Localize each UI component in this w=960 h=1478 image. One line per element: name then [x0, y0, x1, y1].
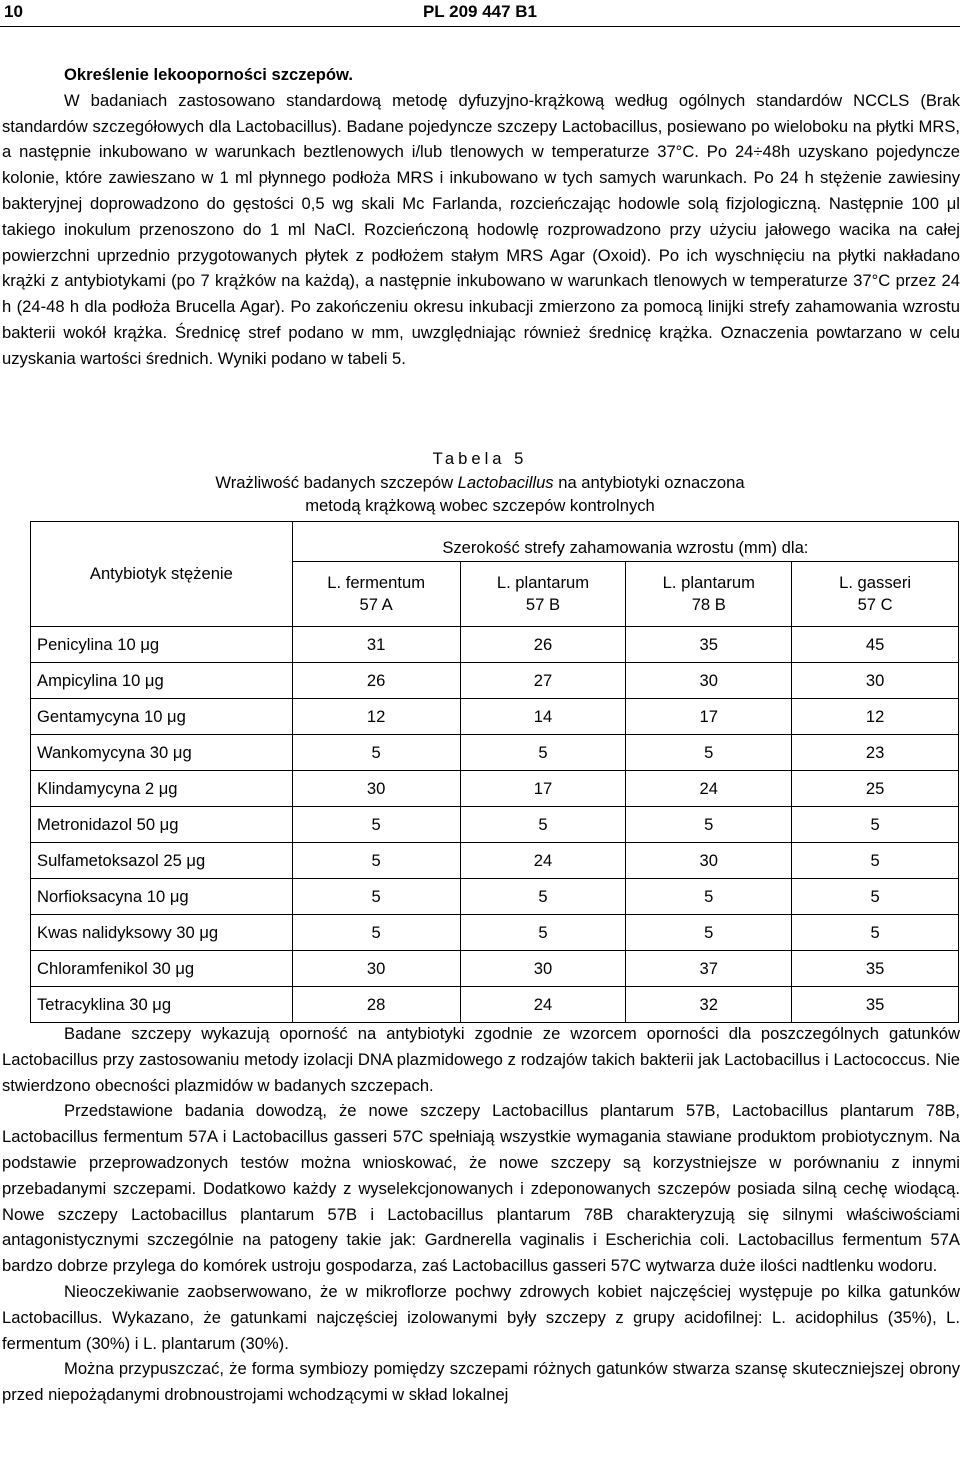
antibiotic-name: Norfioksacyna 10 μg — [31, 879, 293, 915]
antibiotic-name: Wankomycyna 30 μg — [31, 735, 293, 771]
zone-value: 12 — [292, 699, 460, 735]
table-label: Tabela 5 — [432, 449, 528, 468]
zone-value: 5 — [292, 735, 460, 771]
antibiotic-name: Tetracyklina 30 μg — [31, 987, 293, 1023]
body-paragraph: Można przypuszczać, że forma symbiozy pomiędzy szczepami różnych gatunków stwarza szansę skuteczniejszej obrony przed niepożądanymi drobnoustrojami wchodzącymi w skład lokalnej — [2, 1359, 960, 1405]
header-strain: L. gasseri 57 C — [792, 562, 959, 627]
body-paragraph: Przedstawione badania dowodzą, że nowe szczepy Lactobacillus plantarum 57B, Lactobacillus plantarum 78B, Lactobacillus fermentum 57A i Lactobacillus gasseri 57C spełniają wszystkie wymagania stawiane produktom probiotycznym. Na podstawie przeprowadzonych testów można wnioskować, że nowe szczepy są korzystniejsze w porównaniu z innymi przebadanymi szczepami. Dodatkowo każdy z wyselekcjonowanych i zdeponowanych szczepów posiada silną cechę wiodącą. Nowe szczepy Lactobacillus plantarum 57B i Lactobacillus plantarum 78B charakteryzują się silnymi właściwościami antagonistycznymi szczególnie na patogeny takie jak: Gardnerella vaginalis i Escherichia coli. Lactobacillus fermentum 57A bardzo dobrze przylega do komórek ustroju gospodarza, zaś Lactobacillus gasseri 57C wytwarza duże ilości nadtlenku wodoru. — [2, 1101, 960, 1276]
zone-value: 26 — [292, 663, 460, 699]
body-paragraph: Badane szczepy wykazują oporność na antybiotyki zgodnie ze wzorcem oporności dla poszczególnych gatunków Lactobacillus przy zastosowaniu metody izolacji DNA plazmidowego z rodzajów takich bakterii jak Lactobacillus i Lactococcus. Nie stwierdzono obecności plazmidów w badanych szczepach. — [2, 1024, 960, 1095]
table-row — [31, 843, 959, 879]
zone-value: 5 — [626, 735, 792, 771]
table-row — [31, 663, 959, 699]
zone-value: 5 — [460, 807, 626, 843]
antibiotic-name: Metronidazol 50 μg — [31, 807, 293, 843]
zone-value: 17 — [460, 771, 626, 807]
zone-value: 30 — [292, 771, 460, 807]
zone-value: 35 — [626, 627, 792, 663]
antibiotic-name: Kwas nalidyksowy 30 μg — [31, 915, 293, 951]
zone-value: 5 — [292, 879, 460, 915]
header-zone-group: Szerokość strefy zahamowania wzrostu (mm) dla: — [292, 522, 958, 562]
antibiotic-name: Penicylina 10 μg — [31, 627, 293, 663]
antibiotic-name: Chloramfenikol 30 μg — [31, 951, 293, 987]
zone-value: 5 — [460, 915, 626, 951]
table-caption — [0, 447, 960, 518]
page-header — [0, 0, 960, 27]
antibiotic-name: Sulfametoksazol 25 μg — [31, 843, 293, 879]
header-strain: L. fermentum 57 A — [292, 562, 460, 627]
zone-value: 5 — [792, 915, 959, 951]
table-caption-line2: metodą krążkową wobec szczepów kontrolnych — [305, 496, 655, 515]
zone-value: 5 — [792, 843, 959, 879]
zone-value: 35 — [792, 951, 959, 987]
antibiotic-name: Gentamycyna 10 μg — [31, 699, 293, 735]
page-number: 10 — [4, 2, 23, 21]
zone-value: 5 — [626, 807, 792, 843]
zone-value: 37 — [626, 951, 792, 987]
zone-value: 30 — [626, 663, 792, 699]
zone-value: 24 — [626, 771, 792, 807]
patent-number: PL 209 447 B1 — [422, 2, 538, 21]
antibiotic-name: Ampicylina 10 μg — [31, 663, 293, 699]
zone-value: 5 — [292, 807, 460, 843]
table-row — [31, 699, 959, 735]
zone-value: 30 — [626, 843, 792, 879]
section-title: Określenie lekooporności szczepów. — [64, 65, 353, 84]
table-row — [31, 627, 959, 663]
zone-value: 5 — [460, 879, 626, 915]
zone-value: 30 — [792, 663, 959, 699]
table-row — [31, 951, 959, 987]
zone-value: 17 — [626, 699, 792, 735]
table-row — [31, 807, 959, 843]
header-strain: L. plantarum 78 B — [626, 562, 792, 627]
table-row — [31, 987, 959, 1023]
zone-value: 12 — [792, 699, 959, 735]
zone-value: 27 — [460, 663, 626, 699]
zone-value: 5 — [626, 879, 792, 915]
zone-value: 24 — [460, 987, 626, 1023]
table-row — [31, 915, 959, 951]
zone-value: 26 — [460, 627, 626, 663]
zone-value: 30 — [460, 951, 626, 987]
table-row — [31, 879, 959, 915]
zone-value: 24 — [460, 843, 626, 879]
zone-value: 5 — [292, 843, 460, 879]
method-paragraph: W badaniach zastosowano standardową metodę dyfuzyjno-krążkową według ogólnych standardów NCCLS (Brak standardów szczegółowych dla Lactobacillus). Badane pojedyncze szczepy Lactobacillus, posiewano po wieloboku na płytki MRS, a następnie inkubowano w warunkach beztlenowych i/lub tlenowych w temperaturze 37°C. Po 24÷48h uzyskano pojedyncze kolonie, które zawieszano w 1 ml płynnego podłoża MRS i inkubowano w tych samych warunkach. Po 24 h stężenie zawiesiny bakteryjnej doprowadzono do gęstości 0,5 wg skali Mc Farlanda, rozcieńczając hodowle solą fizjologiczną. Następnie 100 μl takiego inokulum przenoszono do 1 ml NaCl. Rozcieńczoną hodowlę rozprowadzono przy użyciu jałowego wacika na całej powierzchni uprzednio przygotowanych płytek z podłożem stałym MRS Agar (Oxoid). Po ich wyschnięciu na płytki nakładano krążki z antybiotykami (po 7 krążków na każdą), a następnie inkubowano w warunkach tlenowych w temperaturze 37°C przez 24 h (24-48 h dla podłoża Brucella Agar). Po zakończeniu okresu inkubacji zmierzono za pomocą linijki strefy zahamowania wzrostu bakterii wokół krążka. Średnicę stref podano w mm, uwzględniając również średnicę krążka. Oznaczenia powtarzano w celu uzyskania wartości średnich. Wyniki podano w tabeli 5. — [2, 90, 960, 368]
zone-value: 14 — [460, 699, 626, 735]
table-row — [31, 771, 959, 807]
zone-value: 23 — [792, 735, 959, 771]
table-caption-line1: Wrażliwość badanych szczepów Lactobacillus na antybiotyki oznaczona — [215, 472, 745, 492]
zone-value: 30 — [292, 951, 460, 987]
zone-value: 35 — [792, 987, 959, 1023]
antibiotic-name: Klindamycyna 2 μg — [31, 771, 293, 807]
zone-value: 28 — [292, 987, 460, 1023]
zone-value: 45 — [792, 627, 959, 663]
zone-value: 5 — [792, 807, 959, 843]
zone-value: 31 — [292, 627, 460, 663]
zone-value: 32 — [626, 987, 792, 1023]
zone-value: 5 — [792, 879, 959, 915]
table-header-row-1 — [31, 522, 959, 562]
zone-value: 5 — [292, 915, 460, 951]
antibiotic-table — [30, 521, 959, 1023]
zone-value: 5 — [626, 915, 792, 951]
conclusions-text — [2, 1021, 960, 1408]
zone-value: 5 — [460, 735, 626, 771]
table-row — [31, 735, 959, 771]
body-paragraph: Nieoczekiwanie zaobserwowano, że w mikroflorze pochwy zdrowych kobiet najczęściej występuje po kilka gatunków Lactobacillus. Wykazano, że gatunkami najczęściej izolowanymi były szczepy z grupy acidofilnej: L. acidophilus (35%), L. fermentum (30%) i L. plantarum (30%). — [2, 1281, 960, 1353]
header-antibiotic: Antybiotyk stężenie — [31, 522, 293, 627]
section-text — [2, 62, 960, 372]
genus-italic: Lactobacillus — [457, 472, 554, 492]
zone-value: 25 — [792, 771, 959, 807]
header-strain: L. plantarum 57 B — [460, 562, 626, 627]
